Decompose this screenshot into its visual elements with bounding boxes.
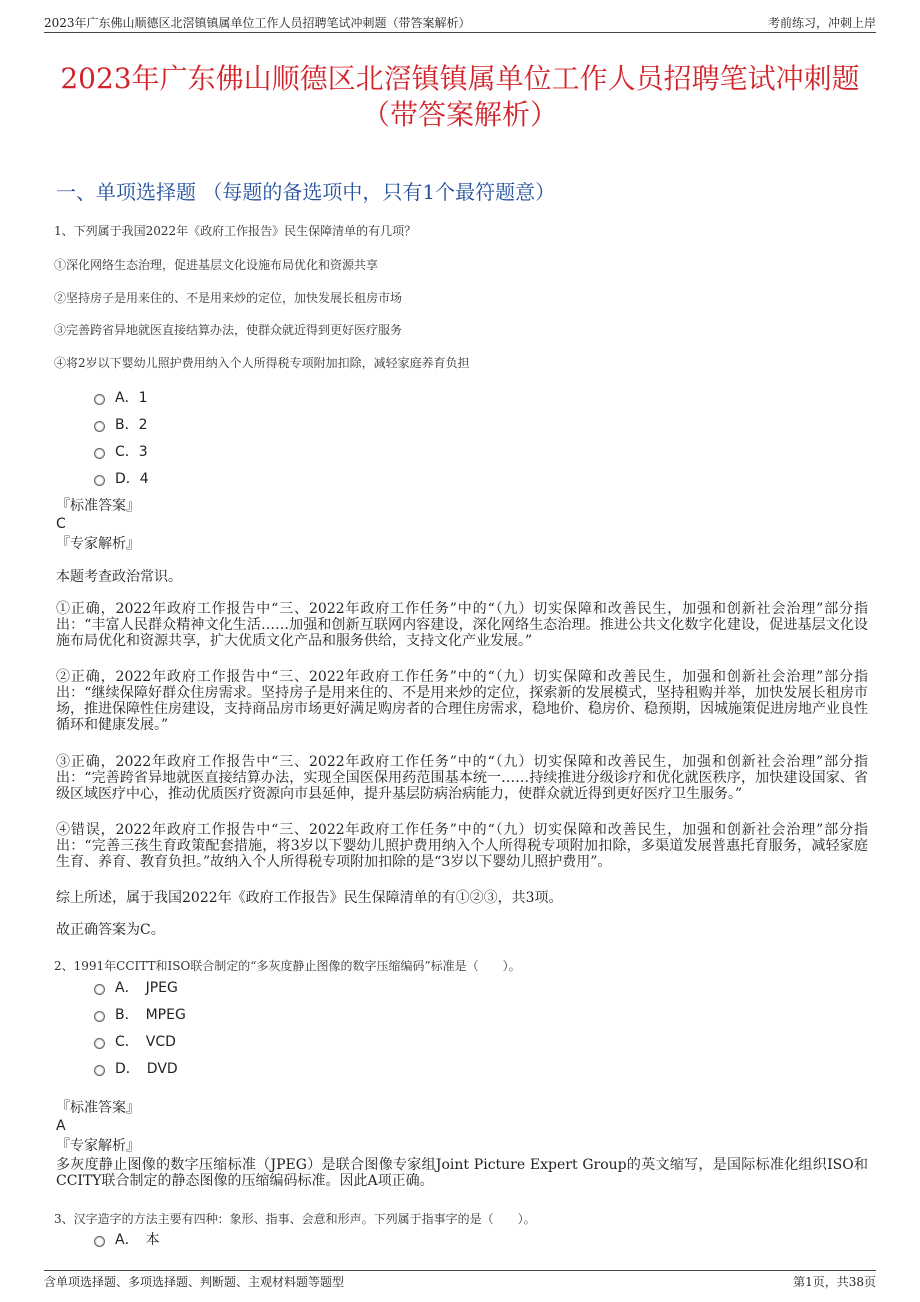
q3-option-a[interactable]	[94, 1229, 160, 1249]
q1-analysis-paragraph: ③正确，2022年政府工作报告中“三、2022年政府工作任务”中的“（九）切实保障和改善民生，加强和创新社会治理”部分指出：“完善跨省异地就医直接结算办法，实现全国医保用药范围基本统一……持续推进分级诊疗和优化就医秩序，加快建设国家、省级区域医疗中心，推动优质医疗资源向市县延伸，提升基层防病治病能力，使群众就近得到更好医疗卫生服务。”	[56, 754, 868, 802]
q1-analysis-paragraph: ①正确，2022年政府工作报告中“三、2022年政府工作任务”中的“（九）切实保障和改善民生，加强和创新社会治理”部分指出：“丰富人民群众精神文化生活……加强和创新互联网内容建设，深化网络生态治理。推进公共文化数字化建设，促进基层文化设施布局优化和资源共享，扩大优质文化产品和服务供给，支持文化产业发展。”	[56, 601, 868, 649]
document-title: 2023年广东佛山顺德区北滘镇镇属单位工作人员招聘笔试冲刺题（带答案解析）	[60, 61, 860, 131]
question-1-item: ③完善跨省异地就医直接结算办法，使群众就近得到更好医疗服务	[54, 323, 403, 337]
q2-option-b[interactable]	[94, 1004, 186, 1024]
q2-analysis-paragraph: 多灰度静止图像的数字压缩标准（JPEG）是联合图像专家组Joint Picture Expert Group的英文缩写，是国际标准化组织ISO和CCITY联合制定的静态图像的压缩编码标准。因此A项正确。	[56, 1157, 868, 1189]
question-1-item: ②坚持房子是用来住的、不是用来炒的定位，加快发展长租房市场	[54, 291, 403, 305]
radio-icon[interactable]	[94, 1065, 105, 1076]
question-2-stem: 2、1991年CCITT和ISO联合制定的“多灰度静止图像的数字压缩编码”标准是（ ）。	[54, 959, 521, 973]
q1-analysis-paragraph: 本题考查政治常识。	[56, 569, 182, 585]
q1-option-c[interactable]	[94, 441, 148, 461]
q1-analysis-paragraph: 综上所述，属于我国2022年《政府工作报告》民生保障清单的有①②③，共3项。	[56, 890, 563, 906]
option-label: A． JPEG	[115, 980, 178, 996]
option-label: D． DVD	[115, 1061, 178, 1077]
option-label: A．1	[115, 390, 148, 406]
q1-analysis-paragraph: ②正确，2022年政府工作报告中“三、2022年政府工作任务”中的“（九）切实保障和改善民生，加强和创新社会治理”部分指出：“继续保障好群众住房需求。坚持房子是用来住的、不是用来炒的定位，探索新的发展模式，坚持租购并举，加快发展长租房市场，推进保障性住房建设，支持商品房市场更好满足购房者的合理住房需求，稳地价、稳房价、稳预期，因城施策促进房地产业良性循环和健康发展。”	[56, 669, 868, 733]
question-1-stem: 1、下列属于我国2022年《政府工作报告》民生保障清单的有几项？	[54, 224, 417, 238]
radio-icon[interactable]	[94, 394, 105, 405]
radio-icon[interactable]	[94, 475, 105, 486]
radio-icon[interactable]	[94, 421, 105, 432]
radio-icon[interactable]	[94, 1011, 105, 1022]
q1-analysis-paragraph: ④错误，2022年政府工作报告中“三、2022年政府工作任务”中的“（九）切实保障和改善民生，加强和创新社会治理”部分指出：“完善三孩生育政策配套措施，将3岁以下婴幼儿照护费用纳入个人所得税专项附加扣除，多渠道发展普惠托育服务，减轻家庭生育、养育、教育负担。”故纳入个人所得税专项附加扣除的是“3岁以下婴幼儿照护费用”。	[56, 822, 868, 870]
question-1-item: ④将2岁以下婴幼儿照护费用纳入个人所得税专项附加扣除，减轻家庭养育负担	[54, 356, 470, 370]
section-title: 一、单项选择题 （每题的备选项中，只有1个最符题意）	[56, 180, 556, 204]
q1-answer: C	[56, 516, 66, 532]
question-1-item: ①深化网络生态治理，促进基层文化设施布局优化和资源共享	[54, 258, 379, 272]
option-label: C． VCD	[115, 1034, 176, 1050]
option-label: D．4	[115, 471, 149, 487]
q2-option-d[interactable]	[94, 1058, 178, 1078]
q2-answer-label: 『标准答案』	[56, 1100, 140, 1116]
question-3-stem: 3、汉字造字的方法主要有四种：象形、指事、会意和形声。下列属于指事字的是（ ）。	[54, 1212, 536, 1226]
footer-question-types: 含单项选择题、多项选择题、判断题、主观材料题等题型	[44, 1274, 345, 1289]
page-header	[44, 12, 876, 33]
q2-option-a[interactable]	[94, 977, 178, 997]
header-slogan: 考前练习，冲刺上岸	[767, 15, 876, 30]
q1-answer-label: 『标准答案』	[56, 498, 140, 514]
page-number: 第1页，共38页	[793, 1274, 876, 1289]
q1-analysis-label: 『专家解析』	[56, 536, 140, 552]
option-label: A． 本	[115, 1232, 160, 1248]
q1-analysis-paragraph: 故正确答案为C。	[56, 922, 165, 938]
q1-option-a[interactable]	[94, 387, 147, 407]
option-label: C．3	[115, 444, 148, 460]
q1-option-b[interactable]	[94, 414, 148, 434]
radio-icon[interactable]	[94, 448, 105, 459]
option-label: B． MPEG	[115, 1007, 186, 1023]
option-label: B．2	[115, 417, 148, 433]
page-footer	[44, 1270, 876, 1291]
q2-option-c[interactable]	[94, 1031, 176, 1051]
q2-answer: A	[56, 1118, 66, 1134]
radio-icon[interactable]	[94, 1236, 105, 1247]
q1-option-d[interactable]	[94, 468, 149, 488]
q2-analysis-label: 『专家解析』	[56, 1138, 140, 1154]
header-doc-name: 2023年广东佛山顺德区北滘镇镇属单位工作人员招聘笔试冲刺题（带答案解析）	[44, 15, 471, 30]
radio-icon[interactable]	[94, 984, 105, 995]
radio-icon[interactable]	[94, 1038, 105, 1049]
